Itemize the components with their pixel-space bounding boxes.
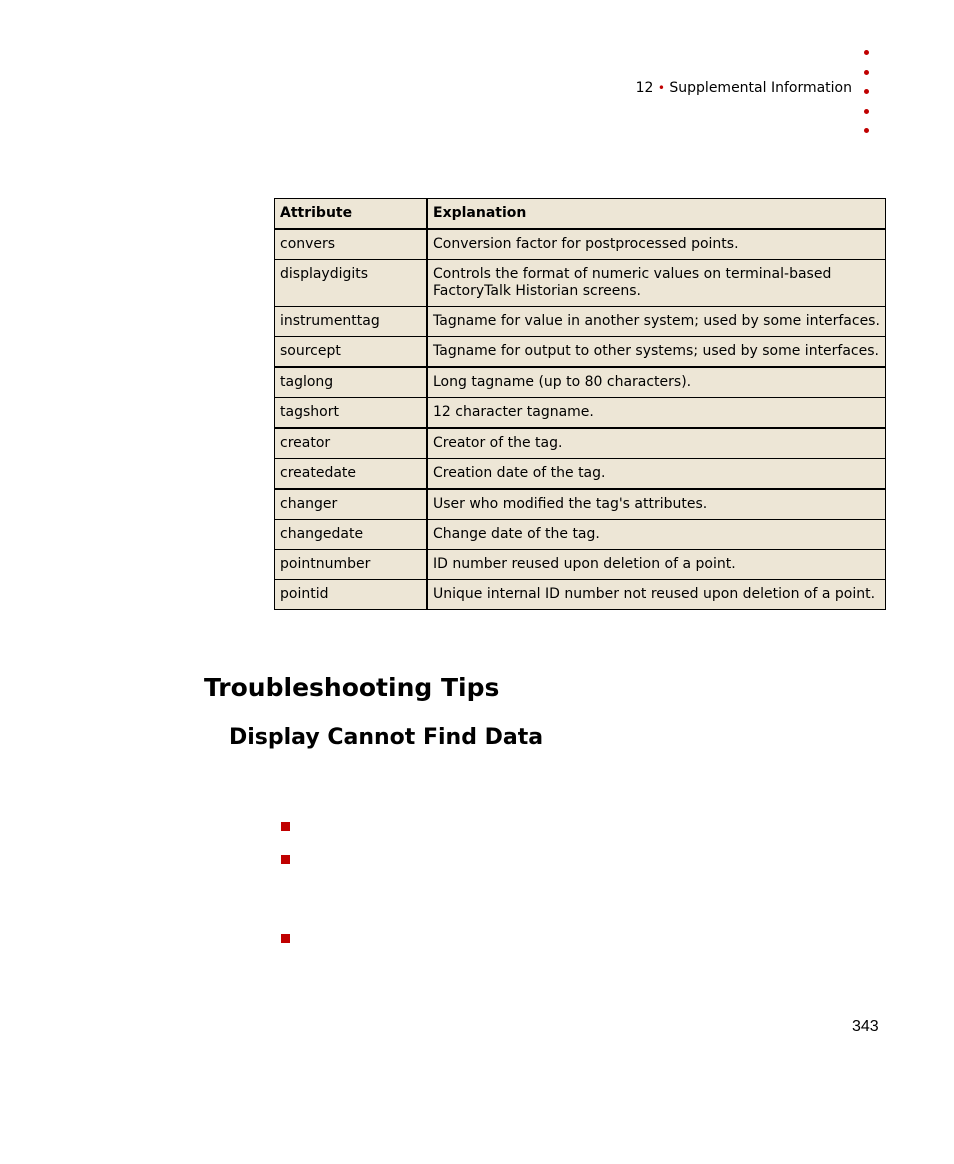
table-row xyxy=(275,307,886,337)
section-title: Troubleshooting Tips xyxy=(204,673,500,702)
attribute-table xyxy=(274,198,886,610)
explanation-cell: Creation date of the tag. xyxy=(427,459,886,490)
explanation-cell: 12 character tagname. xyxy=(427,398,886,429)
bullet-marker xyxy=(281,934,290,943)
bullet-marker xyxy=(281,855,290,864)
table-row xyxy=(275,337,886,368)
header-separator: • xyxy=(657,81,665,95)
attribute-cell: pointnumber xyxy=(275,550,428,580)
subsection-title: Display Cannot Find Data xyxy=(229,725,544,750)
table-row xyxy=(275,580,886,610)
attribute-cell: changedate xyxy=(275,520,428,550)
attribute-cell: createdate xyxy=(275,459,428,490)
explanation-cell: Change date of the tag. xyxy=(427,520,886,550)
column-header-explanation: Explanation xyxy=(427,199,886,230)
table-row xyxy=(275,520,886,550)
chapter-title: Supplemental Information xyxy=(669,80,852,96)
explanation-cell: ID number reused upon deletion of a point. xyxy=(427,550,886,580)
table-row xyxy=(275,459,886,490)
explanation-cell: User who modified the tag's attributes. xyxy=(427,489,886,520)
explanation-cell: Long tagname (up to 80 characters). xyxy=(427,367,886,398)
attribute-cell: taglong xyxy=(275,367,428,398)
table-row xyxy=(275,489,886,520)
explanation-cell: Tagname for output to other systems; used by some interfaces. xyxy=(427,337,886,368)
attribute-cell: tagshort xyxy=(275,398,428,429)
decorative-dots xyxy=(864,50,874,148)
table-row xyxy=(275,550,886,580)
table-row xyxy=(275,367,886,398)
attribute-cell: displaydigits xyxy=(275,260,428,307)
table-row xyxy=(275,428,886,459)
explanation-cell: Unique internal ID number not reused upon deletion of a point. xyxy=(427,580,886,610)
table-header-row xyxy=(275,199,886,230)
explanation-cell: Controls the format of numeric values on terminal-based FactoryTalk Historian screens. xyxy=(427,260,886,307)
chapter-number: 12 xyxy=(635,80,654,96)
bullet-marker xyxy=(281,822,290,831)
attribute-cell: instrumenttag xyxy=(275,307,428,337)
table-row xyxy=(275,260,886,307)
column-header-attribute: Attribute xyxy=(275,199,428,230)
decorative-dot xyxy=(864,128,869,133)
explanation-cell: Conversion factor for postprocessed points. xyxy=(427,229,886,260)
decorative-dot xyxy=(864,109,869,114)
decorative-dot xyxy=(864,70,869,75)
attribute-cell: sourcept xyxy=(275,337,428,368)
decorative-dot xyxy=(864,50,869,55)
table-row xyxy=(275,398,886,429)
running-header xyxy=(636,80,852,96)
page-number: 343 xyxy=(852,1018,879,1035)
table-row xyxy=(275,229,886,260)
explanation-cell: Creator of the tag. xyxy=(427,428,886,459)
explanation-cell: Tagname for value in another system; used by some interfaces. xyxy=(427,307,886,337)
decorative-dot xyxy=(864,89,869,94)
attribute-cell: changer xyxy=(275,489,428,520)
attribute-cell: convers xyxy=(275,229,428,260)
attribute-cell: pointid xyxy=(275,580,428,610)
attribute-cell: creator xyxy=(275,428,428,459)
